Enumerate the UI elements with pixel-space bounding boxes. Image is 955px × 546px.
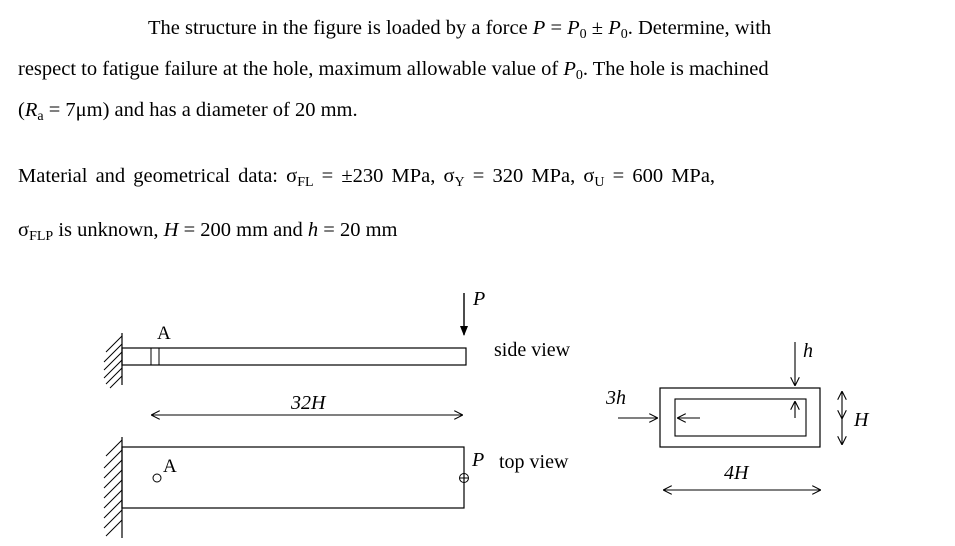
hole-top <box>153 474 161 482</box>
label-a-top: A <box>163 456 177 477</box>
side-view-drawing <box>104 288 571 388</box>
subscript-0: 0 <box>620 27 628 42</box>
sigma-symbol: σ <box>583 165 595 187</box>
wall-hatching-side <box>104 336 122 388</box>
subscript-0: 0 <box>579 27 587 42</box>
sigma-symbol: σ <box>18 219 30 241</box>
sigma-u-value: = 600 MPa, <box>604 165 716 187</box>
sigma-symbol: σ <box>443 165 455 187</box>
length-label: 32H <box>291 392 326 414</box>
label-p-top: P <box>472 449 485 471</box>
label-a-side: A <box>157 323 171 344</box>
side-view-label: side view <box>494 339 571 361</box>
label-p-side: P <box>473 288 486 310</box>
paren-open: ( <box>18 99 25 121</box>
wall-hatching-top <box>104 440 122 536</box>
force-symbol: P <box>532 17 546 39</box>
height-label: H <box>854 409 869 431</box>
length-dimension <box>152 392 462 415</box>
sigma-flp-unknown: is unknown, <box>53 219 159 241</box>
sigma-fl-value: = ±230 MPa, <box>313 165 436 187</box>
force-symbol-p0: P <box>563 58 576 80</box>
roughness-subscript: a <box>37 109 44 124</box>
roughness-value: = 7μm <box>43 99 103 121</box>
hole-side <box>151 348 159 365</box>
sigma-fl-subscript: FL <box>297 175 314 190</box>
wall-thickness-label: 3h <box>606 387 626 409</box>
thickness-symbol: h <box>307 219 319 241</box>
width-label: 4H <box>724 462 749 484</box>
statement-line1-end: . Determine, with <box>627 17 772 39</box>
cross-section-drawing <box>605 340 870 490</box>
sigma-symbol: σ <box>286 165 298 187</box>
statement-line2-end: . The hole is machined <box>582 58 769 80</box>
top-view-drawing <box>104 437 569 538</box>
plus-minus: ± <box>591 17 604 39</box>
sigma-u-subscript: U <box>594 175 605 190</box>
sigma-y-value: = 320 MPa, <box>464 165 576 187</box>
roughness-symbol: R <box>24 99 38 121</box>
material-intro: Material and geometrical data: <box>18 165 279 187</box>
beam-side <box>122 348 466 365</box>
statement-line1: The structure in the figure is loaded by a force <box>148 17 528 39</box>
subscript-0: 0 <box>575 68 583 83</box>
sigma-y-subscript: Y <box>454 175 465 190</box>
statement-line3-end: ) and has a diameter of 20 mm. <box>102 99 358 121</box>
height-symbol: H <box>163 219 179 241</box>
thickness-value: = 20 mm <box>318 219 398 241</box>
thickness-label: h <box>803 340 813 362</box>
mean-force-symbol: P <box>567 17 580 39</box>
amplitude-force-symbol: P <box>608 17 621 39</box>
height-value: = 200 mm and <box>178 219 303 241</box>
sigma-flp-subscript: FLP <box>29 229 54 244</box>
top-view-label: top view <box>499 451 569 473</box>
equals: = <box>545 17 568 39</box>
statement-line2: respect to fatigue failure at the hole, maximum allowable value of <box>18 58 559 80</box>
